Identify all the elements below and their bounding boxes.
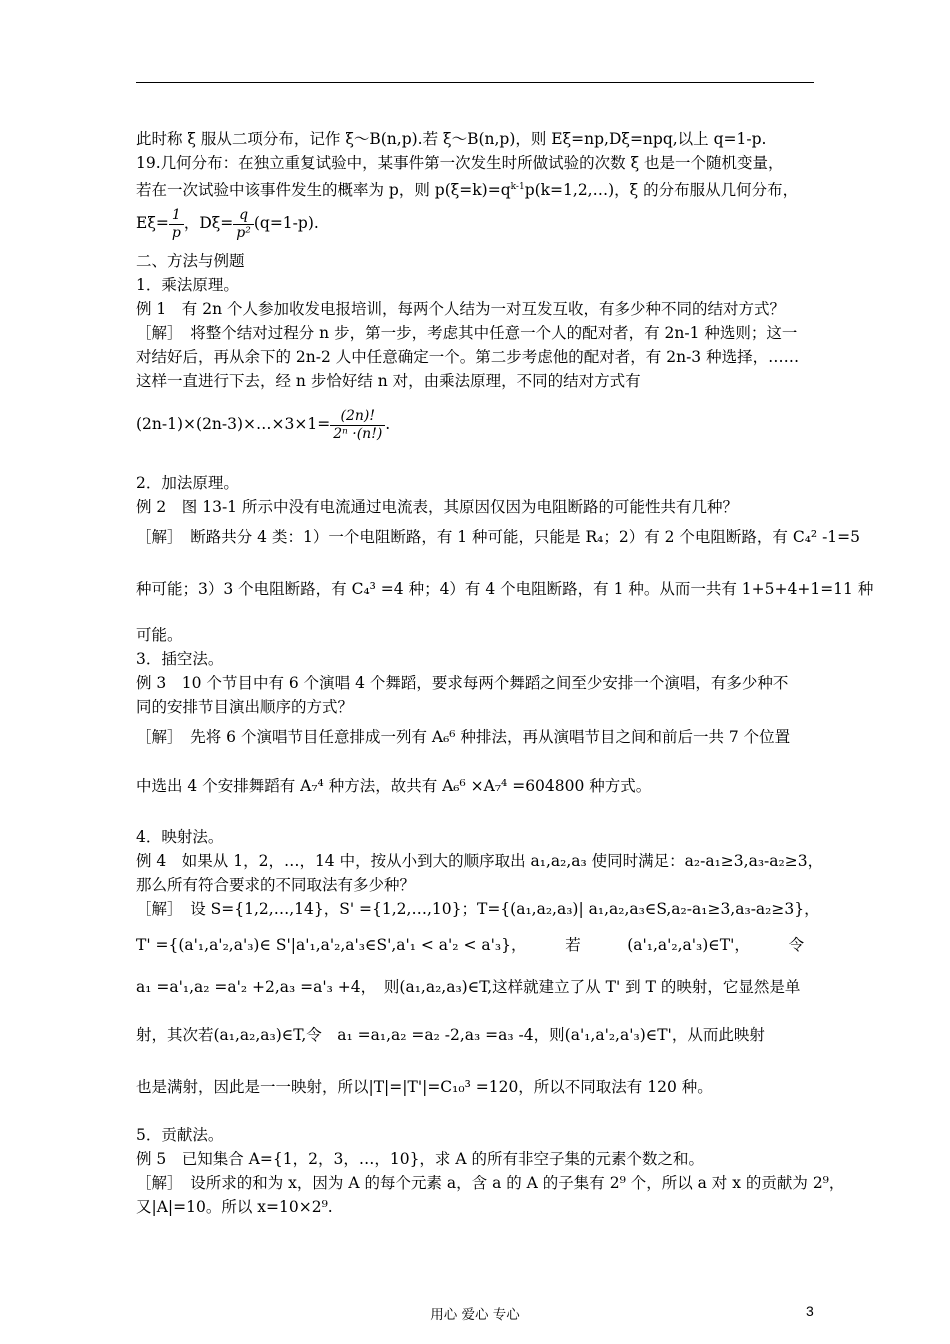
text-line: 例 4 如果从 1，2，…，14 中，按从小到大的顺序取出 a₁,a₂,a₃ 使同时满足：a₂-a₁≥3,a₃-a₂≥3， [136,852,824,870]
text-segment: p(k=1,2,…)，ξ 的分布服从几何分布， [524,181,799,200]
text-segment: (2n-1)×(2n-3)×…×3×1= [136,415,331,433]
formula-line [136,203,319,243]
text-line: ［解］ 断路共分 4 类：1）一个电阻断路，有 1 种可能，只能是 R₄；2）有 2 个电阻断路，有 C₄² -1=5 [136,528,861,546]
text-line: 对结好后，再从余下的 2n-2 人中任意确定一个。第二步考虑他的配对者，有 2n-3 种选择，…… [136,348,800,366]
text-line: ［解］ 设 S={1,2,…,14}，S' ={1,2,…,10}；T={(a₁,a₂,a₃)| a₁,a₂,a₃∈S,a₂-a₁≥3,a₃-a₂≥3}， [136,900,820,918]
text-line: 同的安排节目演出顺序的方式？ [136,698,354,716]
text-line: 5．贡献法。 [136,1126,224,1144]
text-segment: (q=1-p). [253,214,319,232]
text-line [136,176,798,201]
text-line: ［解］ 先将 6 个演唱节目任意排成一列有 A₆⁶ 种排法，再从演唱节目之间和前后一共 7 个位置 [136,728,791,746]
text-segment: Eξ= [136,214,169,232]
text-line: 也是满射，因此是一一映射，所以|T|=|T'|=C₁₀³ =120，所以不同取法有 120 种。 [136,1078,713,1096]
text-line: 19.几何分布：在独立重复试验中，某事件第一次发生时所做试验的次数 ξ 也是一个随机变量， [136,154,784,172]
text-segment: . [385,415,391,433]
text-line: 中选出 4 个安排舞蹈有 A₇⁴ 种方法，故共有 A₆⁶ ×A₇⁴ =604800 种方式。 [136,777,652,795]
fraction: $\frac{1}{p}$ [169,207,184,242]
text-segment: 若在一次试验中该事件发生的概率为 p，则 p(ξ=k)=q [136,181,511,200]
text-line: ［解］ 设所求的和为 x，因为 A 的每个元素 a，含 a 的 A 的子集有 2⁹ 个，所以 a 对 x 的贡献为 2⁹， [136,1174,845,1192]
text-line: 1．乘法原理。 [136,276,239,294]
text-line: 例 5 已知集合 A={1，2，3，…，10}，求 A 的所有非空子集的元素个数之和。 [136,1150,704,1168]
text-line: 例 2 图 13-1 所示中没有电流通过电流表，其原因仅因为电阻断路的可能性共有几种？ [136,498,738,516]
text-line: 4．映射法。 [136,828,224,846]
text-segment: ，Dξ= [183,214,234,232]
text-line: 射，其次若(a₁,a₂,a₃)∈T,令 a₁ =a₁,a₂ =a₂ -2,a₃ =a₃ -4，则(a'₁,a'₂,a'₃)∈T'，从而此映射 [136,1026,765,1044]
text-line: 那么所有符合要求的不同取法有多少种？ [136,876,416,894]
text-line: 此时称 ξ 服从二项分布，记作 ξ～B(n,p).若 ξ～B(n,p)，则 Eξ=np,Dξ=npq,以上 q=1-p. [136,130,767,148]
text-line: T' ={(a'₁,a'₂,a'₃)∈ S'|a'₁,a'₂,a'₃∈S',a'₁ < a'₂ < a'₃}， 若 (a'₁,a'₂,a'₃)∈T'， 令 [136,936,805,954]
text-line: 又|A|=10。所以 x=10×2⁹. [136,1198,333,1216]
text-line: 例 3 10 个节目中有 6 个演唱 4 个舞蹈，要求每两个舞蹈之间至少安排一个演唱，有多少种不 [136,674,789,692]
text-line: 2．加法原理。 [136,474,239,492]
superscript: k-1 [510,182,525,192]
text-line: 3．插空法。 [136,650,224,668]
text-line: 例 1 有 2n 个人参加收发电报培训，每两个人结为一对互发互收，有多少种不同的结对方式？ [136,300,785,318]
page-footer: 用心 爱心 专心 [430,1307,520,1323]
section-heading: 二、方法与例题 [136,252,245,270]
text-line: 可能。 [136,626,183,644]
text-line: ［解］ 将整个结对过程分 n 步，第一步，考虑其中任意一个人的配对者，有 2n-1 种选则；这一 [136,324,798,342]
fraction: $\frac{(2n)!}{\text{2ⁿ ·(n!)}}$ [330,408,385,443]
header-rule [136,82,814,83]
text-line: a₁ =a'₁,a₂ =a'₂ +2,a₃ =a'₃ +4， 则(a₁,a₂,a₃)∈T,这样就建立了从 T' 到 T 的映射，它显然是单 [136,978,801,996]
text-line: 种可能；3）3 个电阻断路，有 C₄³ =4 种；4）有 4 个电阻断路，有 1 种。从而一共有 1+5+4+1=11 种 [136,580,874,598]
formula-line [136,402,390,446]
fraction: $\frac{q}{\text{p²}}$ [233,207,254,242]
page-number: 3 [806,1303,814,1319]
text-line: 这样一直进行下去，经 n 步恰好结 n 对，由乘法原理，不同的结对方式有 [136,372,641,390]
